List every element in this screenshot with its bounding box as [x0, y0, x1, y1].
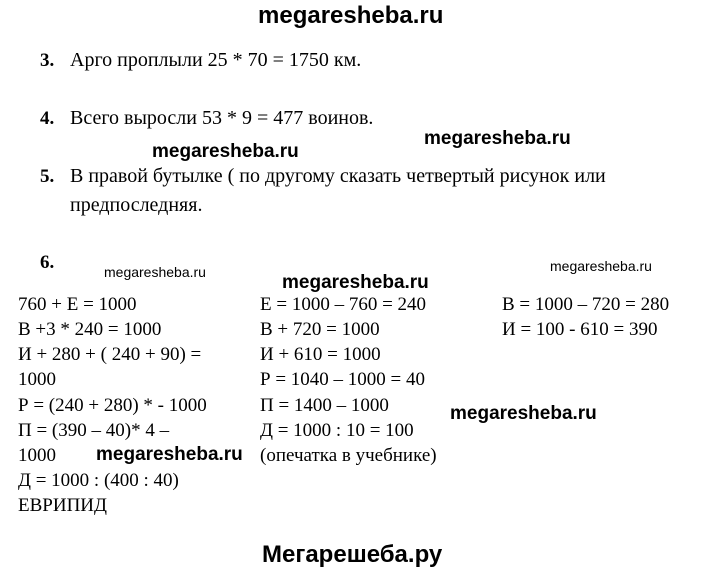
task-4-number: 4. — [40, 108, 55, 129]
task-3-number: 3. — [40, 50, 55, 71]
watermark: megaresheba.ru — [424, 128, 571, 149]
task-5-number: 5. — [40, 166, 55, 187]
equation-line: Р = 1040 – 1000 = 40 — [260, 369, 425, 390]
watermark: megaresheba.ru — [104, 264, 206, 280]
equation-line: И + 610 = 1000 — [260, 344, 381, 365]
typo-note: (опечатка в учебнике) — [260, 445, 437, 466]
equation-line: П = 1400 – 1000 — [260, 395, 389, 416]
equation-line: В +3 * 240 = 1000 — [18, 319, 162, 340]
task-4-text: Всего выросли 53 * 9 = 477 воинов. — [70, 107, 374, 129]
watermark: megaresheba.ru — [450, 403, 597, 424]
equation-line: П = (390 – 40)* 4 – — [18, 420, 170, 441]
watermark: megaresheba.ru — [550, 258, 652, 274]
equation-line: Е = 1000 – 760 = 240 — [260, 294, 427, 315]
equation-line: В = 1000 – 720 = 280 — [502, 294, 670, 315]
equation-line: Р = (240 + 280) * - 1000 — [18, 395, 207, 416]
watermark: megaresheba.ru — [282, 272, 429, 293]
answer-word: ЕВРИПИД — [18, 495, 107, 516]
equation-line: 760 + Е = 1000 — [18, 294, 137, 315]
header-watermark: megaresheba.ru — [258, 2, 444, 29]
watermark: megaresheba.ru — [96, 444, 243, 465]
equation-line: 1000 — [18, 445, 56, 466]
equation-line: В + 720 = 1000 — [260, 319, 380, 340]
watermark: megaresheba.ru — [152, 141, 299, 162]
task-5-line-1: В правой бутылке ( по другому сказать четвертый рисунок или — [70, 165, 606, 187]
task-5-line-2: предпоследняя. — [70, 194, 203, 216]
task-6-number: 6. — [40, 252, 55, 273]
footer-watermark: Мегарешеба.ру — [262, 541, 443, 568]
equation-line: Д = 1000 : (400 : 40) — [18, 470, 179, 491]
equation-line: 1000 — [18, 369, 56, 390]
equation-line: Д = 1000 : 10 = 100 — [260, 420, 414, 441]
equation-line: И + 280 + ( 240 + 90) = — [18, 344, 202, 365]
task-3-text: Арго проплыли 25 * 70 = 1750 км. — [70, 49, 362, 71]
equation-line: И = 100 - 610 = 390 — [502, 319, 658, 340]
